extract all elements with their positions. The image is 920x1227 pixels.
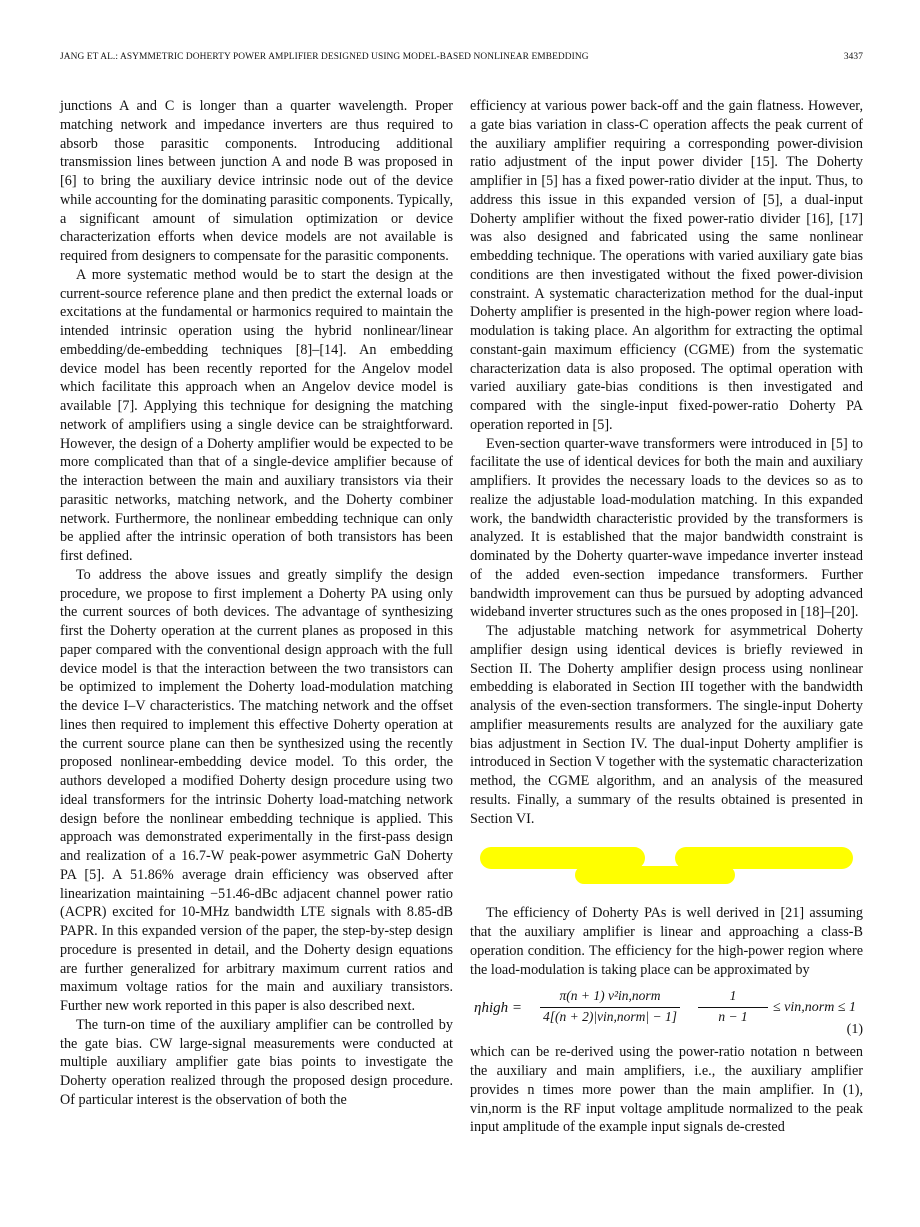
left-column <box>60 97 453 1110</box>
equation-condition: ≤ vin,norm ≤ 1 <box>773 1000 857 1016</box>
paragraph: The adjustable matching network for asymmetrical Doherty amplifier design using identical devices is briefly reviewed in Section II. The Doherty amplifier design process using nonlinear embedding is elaborated in Section III together with the bandwidth analysis of the even-section transformers. The single-input Doherty amplifier measurements results are analyzed for the auxiliary gate bias adjustment in Section IV. The dual-input Doherty amplifier is introduced in Section V together with the systematic characterization method, the CGME algorithm, and an analysis of the measured results. Finally, a summary of the results obtained is presented in Section VI. <box>470 623 863 827</box>
paragraph: The efficiency of Doherty PAs is well derived in [21] assuming that the auxiliary amplifier is linear and approaching a class-B operation condition. The efficiency for the high-power region where the load-modulation is taking place can be approximated by <box>470 905 863 978</box>
equation-1 <box>470 987 863 1043</box>
running-header <box>60 52 863 66</box>
paragraph: which can be re-derived using the power-ratio notation n between the auxiliary and main amplifiers, i.e., the auxiliary amplifier provides n times more power than the main amplifier. In (1), vin,norm is the RF input voltage amplitude normalized to the peak input amplitude of the example input signals de-crested <box>470 1044 863 1136</box>
paragraph: The turn-on time of the auxiliary amplifier can be controlled by the gate bias. CW large-signal measurements were conducted at multiple auxiliary amplifier gate bias points to investigate the Doherty operation realized through the proposed design procedure. Of particular interest is the observation of both the <box>60 1016 453 1108</box>
paragraph: efficiency at various power back-off and the gain flatness. However, a gate bias variation in class-C operation affects the peak current of the auxiliary amplifier requiring a corresponding power-division ratio adjustment of the input power divider [15]. The Doherty amplifier in [5] has a fixed power-ratio divider at the input. Thus, to address this issue in this expanded version of [5], a dual-input Doherty amplifier without the fixed power-ratio divider [16], [17] was also designed and fabricated using the same nonlinear embedding technique. The operations with varied auxiliary gate bias conditions are then investigated without the fixed power-division constraint. A systematic characterization method for the dual-input Doherty amplifier is presented in the high-power region where load-modulation is taking place. An algorithm for extracting the optimal constant-gain maximum efficiency (CGME) from the systematic characterization data is also proposed. The optimal operation with varied auxiliary gate-bias conditions is then investigated and compared with the single-input fixed-power-ratio Doherty PA operation reported in [5]. <box>470 98 863 433</box>
running-title: JANG ET AL.: ASYMMETRIC DOHERTY POWER AMPLIFIER DESIGNED USING MODEL-BASED NONLINEAR EMBEDDING <box>60 52 589 62</box>
paragraph: Even-section quarter-wave transformers were introduced in [5] to facilitate the use of identical devices for both the main and auxiliary amplifiers. It provides the necessary loads to the devices so as to realize the adjustable load-modulation matching. In this expanded work, the bandwidth characteristic provided by the transformers is analyzed. It is established that the major bandwidth constraint is dominated by the Doherty quarter-wave impedance inverter instead of the added even-section impedance transformers. Further bandwidth improvement can thus be pursued by adopting advanced wideband inverter structures such as the ones proposed in [18]–[20]. <box>470 435 863 621</box>
paragraph: To address the above issues and greatly simplify the design procedure, we propose to first implement a Doherty PA using only the current sources of both devices. The advantage of synthesizing first the Doherty operation at the current planes as proposed in this paper compared with the conventional design approach with the full device model is that the interaction between the two transistors can be optimized to implement the Doherty load-modulation matching the device I–V characteristics. The matching network and the offset lines then required to implement this effective Doherty operation at the current source plane can then be synthesized using the recently proposed nonlinear-embedding device model. To this order, the authors developed a modified Doherty design procedure using two ideal transformers for the intrinsic Doherty load-matching network design before the nonlinear embedding technique is applied. This approach was demonstrated experimentally in the first-pass design and realization of a 16.7-W peak-power asymmetric GaN Doherty PA [5]. A 51.86% average drain efficiency was observed after linearization maintaining −51.46-dBc adjacent channel power ratio (ACPR) excited for 10-MHz bandwidth LTE signals with 8.85-dB PAPR. In this expanded version of the paper, the step-by-step design procedure is presented in detail, and the Doherty design equations are further generalized for arbitrary maximum current ratios and maximum voltage ratios for the main and auxiliary transistors. Further new work reported in this paper is also described next. <box>60 566 453 1014</box>
fraction-denominator: n − 1 <box>718 1009 748 1024</box>
right-column <box>470 97 863 1137</box>
fraction-numerator: 1 <box>698 987 768 1008</box>
section-heading-highlight <box>480 847 855 887</box>
equation-number: (1) <box>846 1022 863 1038</box>
paragraph: junctions A and C is longer than a quarter wavelength. Proper matching network and impedance inverters are thus required to absorb those parasitic components. Introducing additional transmission lines between junction A and node B was proposed in [6] to bring the auxiliary device intrinsic node out of the device while accounting for the dominating parasitic components. Typically, a significant amount of simulation optimization or device characterization efforts when device models are not available is required from designers to compensate for the parasitic components. <box>60 98 454 264</box>
equation-fraction <box>540 987 680 1027</box>
page-number: 3437 <box>843 52 863 62</box>
paragraph: A more systematic method would be to start the design at the current-source reference plane and then predict the external loads or excitations at the fundamental or harmonics required to maintain the intended intrinsic operation using the hybrid nonlinear/linear embedding/de-embedding techniques [8]–[14]. An embedding device model has been recently reported for the Angelov model which facilitate this approach when an Angelov device model is available [7]. Applying this technique for designing the matching network of amplifiers using a single device can be straightforward. However, the design of a Doherty amplifier would be expected to be more complicated than that of a single-device amplifier because of the interaction between the main and auxiliary transistors via their parasitic networks, matching network, and the Doherty combiner network. Furthermore, the nonlinear embedding technique can only be applied after the intrinsic operation of both transistors has been first defined. <box>60 266 453 564</box>
equation-lhs: ηhigh = <box>474 1000 522 1017</box>
fraction-numerator: π(n + 1) v²in,norm <box>540 987 680 1008</box>
highlight-mark <box>575 866 735 884</box>
fraction-denominator: 4[(n + 2)|vin,norm| − 1] <box>542 1009 677 1024</box>
equation-fraction <box>698 987 768 1027</box>
